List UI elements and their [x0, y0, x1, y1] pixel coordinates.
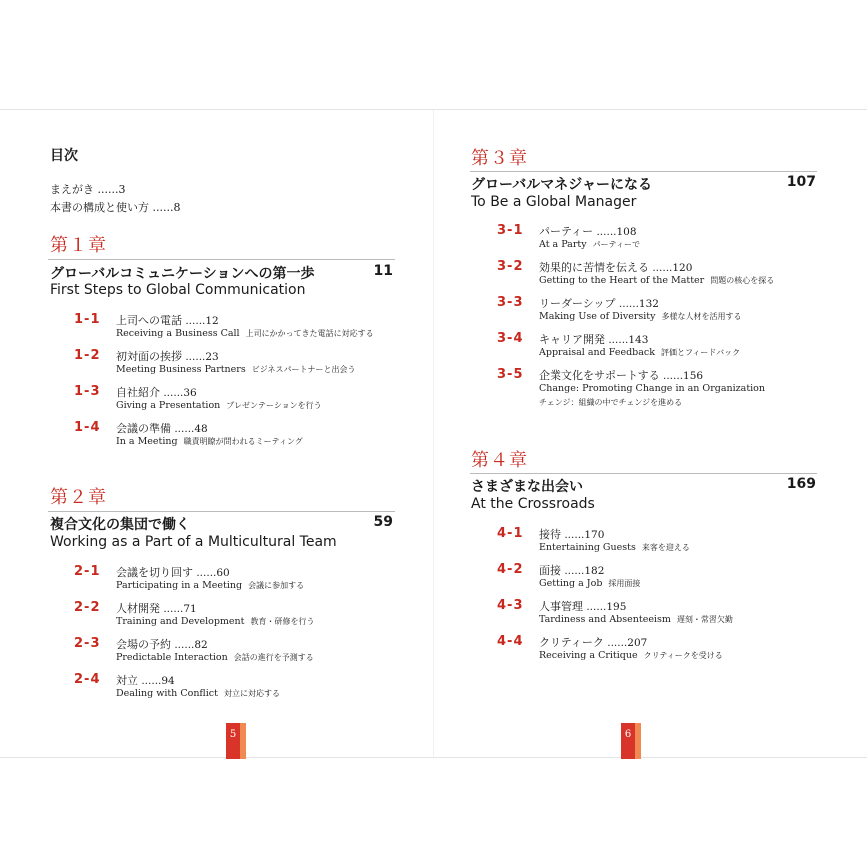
section-number: 4-4	[497, 634, 524, 649]
section-title: 人材開発 ......71	[116, 602, 197, 615]
section-number: 1-2	[74, 348, 101, 363]
chapter-4-label: 第４章	[471, 450, 528, 471]
section-number: 4-3	[497, 598, 524, 613]
section-number: 1-4	[74, 420, 101, 435]
section-title: 人事管理 ......195	[539, 600, 627, 613]
page-number-6: 6	[621, 723, 635, 759]
section-subtitle: Training and Development 教育・研修を行う	[116, 616, 315, 627]
chapter-1-page: 11	[373, 263, 393, 279]
section-subtitle: Predictable Interaction 会話の進行を予測する	[116, 652, 314, 663]
section-title: キャリア開発 ......143	[539, 333, 649, 346]
section-title: 会場の予約 ......82	[116, 638, 208, 651]
folio-tab-shade	[240, 723, 246, 759]
section-number: 3-5	[497, 367, 524, 382]
section-subtitle: Getting to the Heart of the Matter 問題の核心を探る	[539, 275, 775, 286]
section-number: 1-1	[74, 312, 101, 327]
chapter-4-page: 169	[786, 476, 816, 492]
chapter-4-title-jp: さまざまな出会い	[471, 479, 583, 495]
right-page	[434, 110, 867, 759]
section-subtitle: Change: Promoting Change in an Organization	[539, 383, 766, 394]
chapter-1-title-en: First Steps to Global Communication	[50, 282, 306, 298]
section-title: 接待 ......170	[539, 528, 605, 541]
section-subtitle: Dealing with Conflict 対立に対応する	[116, 688, 280, 699]
section-title: 会議を切り回す ......60	[116, 566, 230, 579]
chapter-2-page: 59	[373, 514, 393, 530]
section-title: 会議の準備 ......48	[116, 422, 208, 435]
section-number: 3-2	[497, 259, 524, 274]
chapter-3-label: 第３章	[471, 148, 528, 169]
section-title: 面接 ......182	[539, 564, 605, 577]
section-subtitle: Giving a Presentation プレゼンテーションを行う	[116, 400, 322, 411]
chapter-1-title-jp: グローバルコミュニケーションへの第一歩	[50, 266, 315, 282]
section-title: 初対面の挨拶 ......23	[116, 350, 219, 363]
chapter-3-title-en: To Be a Global Manager	[471, 194, 637, 210]
section-number: 4-2	[497, 562, 524, 577]
chapter-3-title-jp: グローバルマネジャーになる	[471, 177, 653, 193]
section-title: 上司への電話 ......12	[116, 314, 219, 327]
section-subtitle: Participating in a Meeting 会議に参加する	[116, 580, 305, 591]
page-number-5: 5	[226, 723, 240, 759]
section-title: 企業文化をサポートする ......156	[539, 369, 704, 382]
section-subtitle: Receiving a Critique クリティークを受ける	[539, 650, 723, 661]
section-title: 対立 ......94	[116, 674, 175, 687]
chapter-1-rule	[48, 259, 395, 260]
section-subtitle: Meeting Business Partners ビジネスパートナーと出会う	[116, 364, 356, 375]
chapter-4-rule	[470, 473, 817, 474]
section-title: 効果的に苦情を伝える ......120	[539, 261, 693, 274]
section-subtitle: Entertaining Guests 来客を迎える	[539, 542, 690, 553]
folio-tab-shade	[635, 723, 641, 759]
section-subtitle: In a Meeting 職責明瞭が問われるミーティング	[116, 436, 303, 447]
front-item-howto: 本書の構成と使い方 ......8	[50, 201, 181, 214]
toc-title: 目次	[50, 148, 78, 164]
section-subtitle: At a Party パーティーで	[539, 239, 640, 250]
chapter-4-title-en: At the Crossroads	[471, 496, 595, 512]
chapter-3-rule	[470, 171, 817, 172]
section-number: 2-4	[74, 672, 101, 687]
section-title: 自社紹介 ......36	[116, 386, 197, 399]
section-number: 3-4	[497, 331, 524, 346]
section-number: 3-1	[497, 223, 524, 238]
section-number: 2-3	[74, 636, 101, 651]
book-spread	[0, 109, 867, 758]
section-subtitle: Tardiness and Absenteeism 遅刻・常習欠勤	[539, 614, 733, 625]
chapter-2-title-en: Working as a Part of a Multicultural Team	[50, 534, 337, 550]
section-subtitle: Getting a Job 採用面接	[539, 578, 641, 589]
front-item-preface: まえがき ......3	[50, 183, 126, 196]
chapter-1-label: 第１章	[50, 235, 107, 256]
section-subtitle: Making Use of Diversity 多様な人材を活用する	[539, 311, 742, 322]
section-number: 1-3	[74, 384, 101, 399]
chapter-2-rule	[48, 511, 395, 512]
section-number: 4-1	[497, 526, 524, 541]
section-title: リーダーシップ ......132	[539, 297, 659, 310]
section-title: パーティー ......108	[539, 225, 637, 238]
section-number: 3-3	[497, 295, 524, 310]
section-subtitle-jp: チェンジ：組織の中でチェンジを進める	[539, 398, 683, 407]
section-subtitle: Appraisal and Feedback 評価とフィードバック	[539, 347, 741, 358]
chapter-3-page: 107	[786, 174, 816, 190]
chapter-2-title-jp: 複合文化の集団で働く	[50, 517, 190, 533]
section-number: 2-2	[74, 600, 101, 615]
left-page	[0, 110, 433, 759]
section-number: 2-1	[74, 564, 101, 579]
chapter-2-label: 第２章	[50, 487, 107, 508]
section-title: クリティーク ......207	[539, 636, 648, 649]
section-subtitle: Receiving a Business Call 上司にかかってきた電話に対応する	[116, 328, 374, 339]
